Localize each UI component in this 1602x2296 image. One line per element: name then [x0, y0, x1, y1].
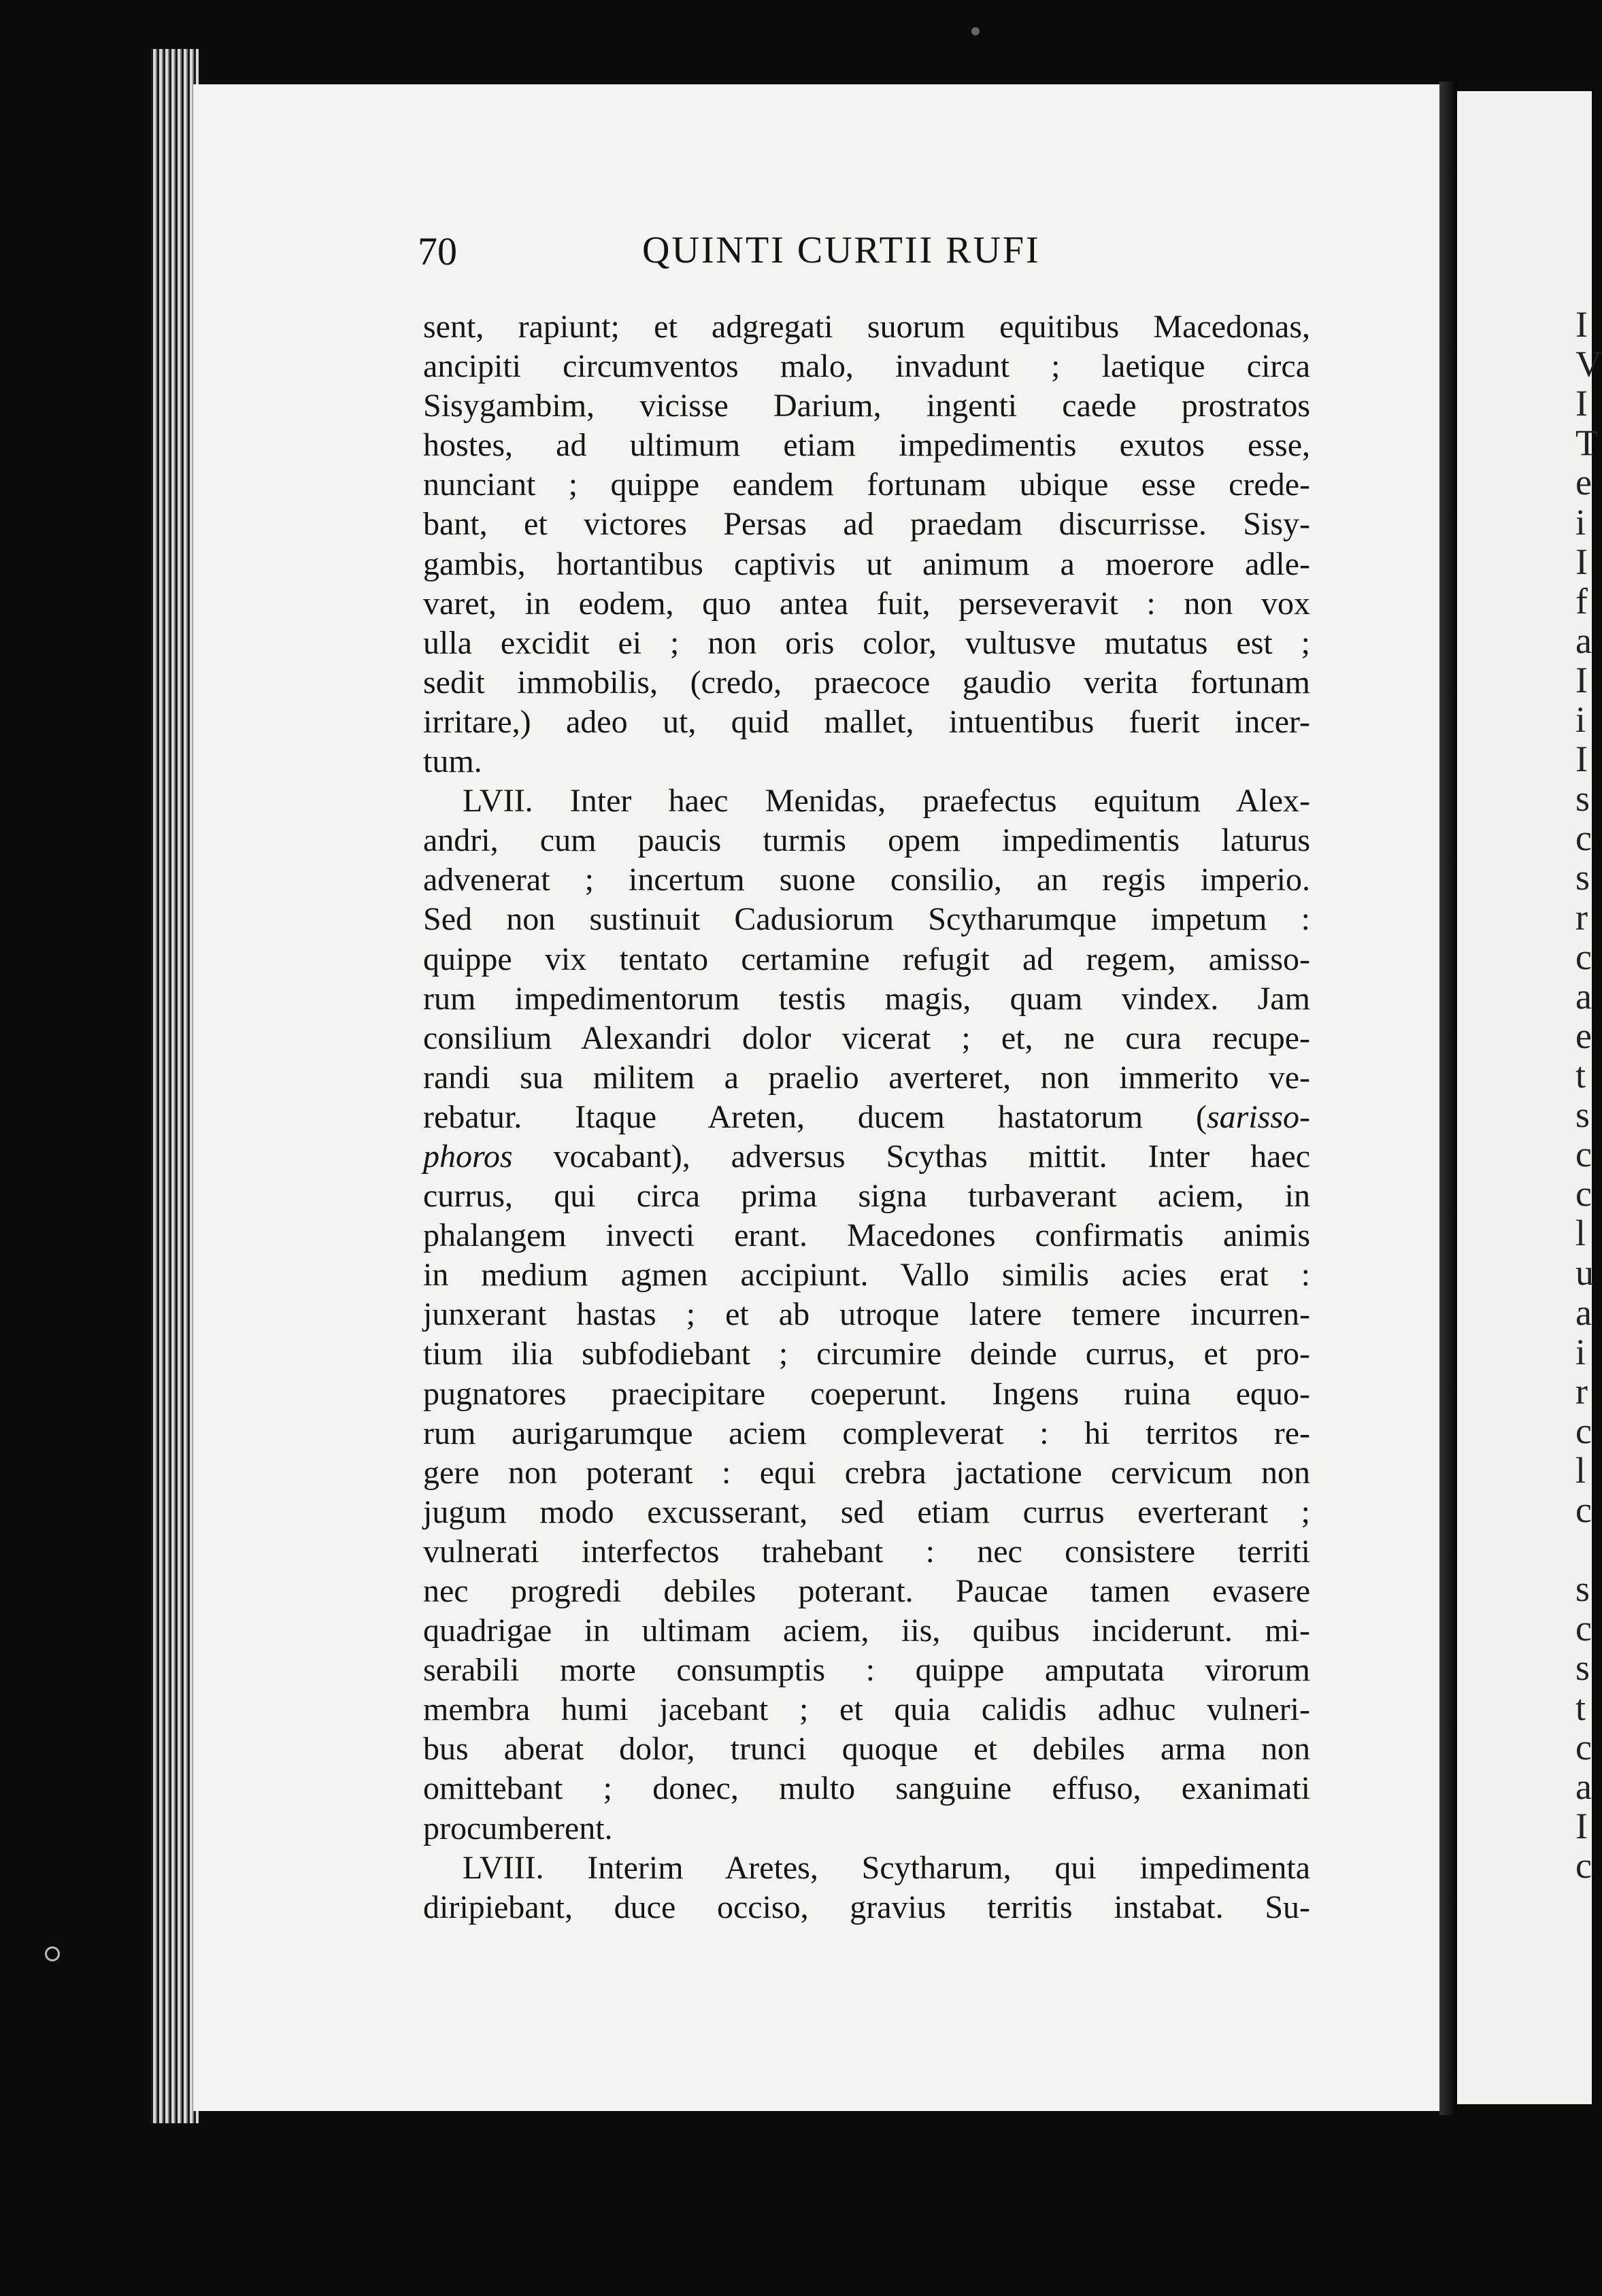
text-line: procumberent. [423, 1810, 613, 1846]
text-line: nec progredi debiles poterant. Paucae tamen evasere [423, 1573, 1310, 1609]
text-line: serabili morte consumptis : quippe amputata virorum [423, 1652, 1310, 1689]
facing-page-letter: c [1575, 1608, 1592, 1649]
facing-page-letter: c [1575, 1134, 1592, 1175]
facing-page-letter: t [1575, 1054, 1586, 1096]
facing-page-letter: s [1575, 1647, 1590, 1689]
facing-page-letter: I [1575, 304, 1588, 345]
facing-page-letter: I [1575, 1805, 1588, 1846]
facing-page-letter: V [1575, 343, 1602, 385]
facing-page-letter: e [1575, 462, 1592, 503]
facing-page-letter: t [1575, 1687, 1586, 1728]
facing-page-letter: c [1575, 936, 1592, 977]
book-page-edges [151, 49, 199, 2123]
facing-page-letter: c [1575, 1726, 1592, 1768]
facing-page-letter: l [1575, 1213, 1586, 1254]
text-line: bus aberat dolor, trunci quoque et debiles arma non [423, 1731, 1310, 1768]
facing-page-letter: a [1575, 620, 1592, 661]
text-line: tium ilia subfodiebant ; circumire deinde currus, et pro- [423, 1336, 1310, 1372]
text-line: jugum modo excusserant, sed etiam currus everterant ; [423, 1493, 1310, 1530]
facing-page-letter: f [1575, 580, 1588, 622]
text-segment: vocabant), adversus Scythas mittit. Inter haec [512, 1138, 1310, 1175]
italic-term: phoros [423, 1138, 513, 1175]
text-line: gere non poterant : equi crebra jactatione cervicum non [423, 1454, 1310, 1491]
facing-page-letter: a [1575, 975, 1592, 1017]
facing-page-letter: s [1575, 1094, 1590, 1135]
text-line: in medium agmen accipiunt. Vallo similis acies erat : [423, 1257, 1310, 1294]
facing-page-letter: r [1575, 896, 1588, 938]
facing-page-letter: I [1575, 383, 1588, 424]
text-line: bant, et victores Persas ad praedam discurrisse. Sisy- [423, 506, 1310, 543]
text-line: irritare,) adeo ut, quid mallet, intuentibus fuerit incer- [423, 703, 1310, 740]
text-line: currus, qui circa prima signa turbaverant aciem, in [423, 1178, 1310, 1215]
text-line: phalangem invecti erant. Macedones confirmatis animis [423, 1217, 1310, 1254]
text-line: diripiebant, duce occiso, gravius territis instabat. Su- [423, 1889, 1310, 1925]
facing-page-letter: r [1575, 1370, 1588, 1412]
facing-page-letter: i [1575, 1331, 1586, 1372]
facing-page-letter: i [1575, 699, 1586, 740]
text-line: tum. [423, 743, 482, 780]
facing-page-letter: T [1575, 422, 1598, 464]
binding-hole-mark [45, 1946, 60, 1961]
facing-page-letter: s [1575, 857, 1590, 898]
text-line: LVIII. Interim Aretes, Scytharum, qui impedimenta [463, 1849, 1310, 1886]
body-text [423, 307, 1310, 1927]
facing-page-letter: a [1575, 1292, 1592, 1333]
text-line: ulla excidit ei ; non oris color, vultusve mutatus est ; [423, 624, 1310, 661]
text-line: sent, rapiunt; et adgregati suorum equitibus Macedonas, [423, 309, 1310, 345]
text-line: ancipiti circumventos malo, invadunt ; laetique circa [423, 348, 1310, 385]
text-line: consilium Alexandri dolor vicerat ; et, ne cura recupe- [423, 1019, 1310, 1056]
text-line: vulnerati interfectos trahebant : nec consistere territi [423, 1533, 1310, 1570]
facing-page-letter: c [1575, 817, 1592, 859]
italic-term: sarisso- [1206, 1098, 1310, 1135]
text-line: advenerat ; incertum suone consilio, an regis imperio. [423, 862, 1310, 898]
text-line: hostes, ad ultimum etiam impedimentis exutos esse, [423, 427, 1310, 464]
text-line: randi sua militem a praelio averteret, non immerito ve- [423, 1059, 1310, 1096]
text-line: quippe vix tentato certamine refugit ad regem, amisso- [423, 941, 1310, 977]
facing-page-letter: e [1575, 1015, 1592, 1056]
facing-page-letter: u [1575, 1252, 1594, 1294]
text-line: varet, in eodem, quo antea fuit, perseveravit : non vox [423, 585, 1310, 622]
running-head [418, 229, 1316, 283]
text-line: gambis, hortantibus captivis ut animum a moerore adle- [423, 545, 1310, 582]
text-line: omittebant ; donec, multo sanguine effuso, exanimati [423, 1770, 1310, 1807]
facing-page-letter: a [1575, 1766, 1592, 1807]
facing-page-letter: i [1575, 501, 1586, 543]
text-line: LVII. Inter haec Menidas, praefectus equitum Alex- [463, 783, 1310, 820]
scan-speck [971, 27, 980, 35]
text-line: pugnatores praecipitare coeperunt. Ingens ruina equo- [423, 1375, 1310, 1412]
gutter-shadow [1439, 82, 1457, 2115]
facing-page-letter: l [1575, 1449, 1586, 1491]
text-line [423, 1137, 1310, 1177]
text-line: sedit immobilis, (credo, praecoce gaudio verita fortunam [423, 664, 1310, 700]
text-line: junxerant hastas ; et ab utroque latere temere incurren- [423, 1296, 1310, 1333]
text-line [423, 1098, 1310, 1137]
text-line: rum impedimentorum testis magis, quam vindex. Jam [423, 980, 1310, 1017]
text-line: Sed non sustinuit Cadusiorum Scytharumque impetum : [423, 901, 1310, 938]
text-line: rum aurigarumque aciem compleverat : hi territos re- [423, 1415, 1310, 1451]
facing-page-letter: I [1575, 739, 1588, 780]
text-line: nunciant ; quippe eandem fortunam ubique esse crede- [423, 467, 1310, 503]
text-segment: rebatur. Itaque Areten, ducem hastatorum ( [423, 1098, 1207, 1135]
facing-page-letter: s [1575, 1568, 1590, 1610]
text-line: quadrigae in ultimam aciem, iis, quibus inciderunt. mi- [423, 1613, 1310, 1649]
facing-page-letter: c [1575, 1410, 1592, 1451]
text-line: andri, cum paucis turmis opem impedimentis laturus [423, 822, 1310, 859]
text-line: membra humi jacebant ; et quia calidis adhuc vulneri- [423, 1691, 1310, 1728]
page-number: 70 [418, 229, 457, 273]
facing-page-letter: c [1575, 1173, 1592, 1215]
text-line: Sisygambim, vicisse Darium, ingenti caede prostratos [423, 388, 1310, 424]
facing-page-edge [1457, 91, 1602, 2104]
facing-page-letter: I [1575, 541, 1588, 582]
facing-page-letter: s [1575, 778, 1590, 820]
facing-page-letter: I [1575, 659, 1588, 700]
running-title: QUINTI CURTII RUFI [642, 229, 1041, 271]
facing-page-letter: c [1575, 1844, 1592, 1886]
facing-page-letter: c [1575, 1489, 1592, 1530]
